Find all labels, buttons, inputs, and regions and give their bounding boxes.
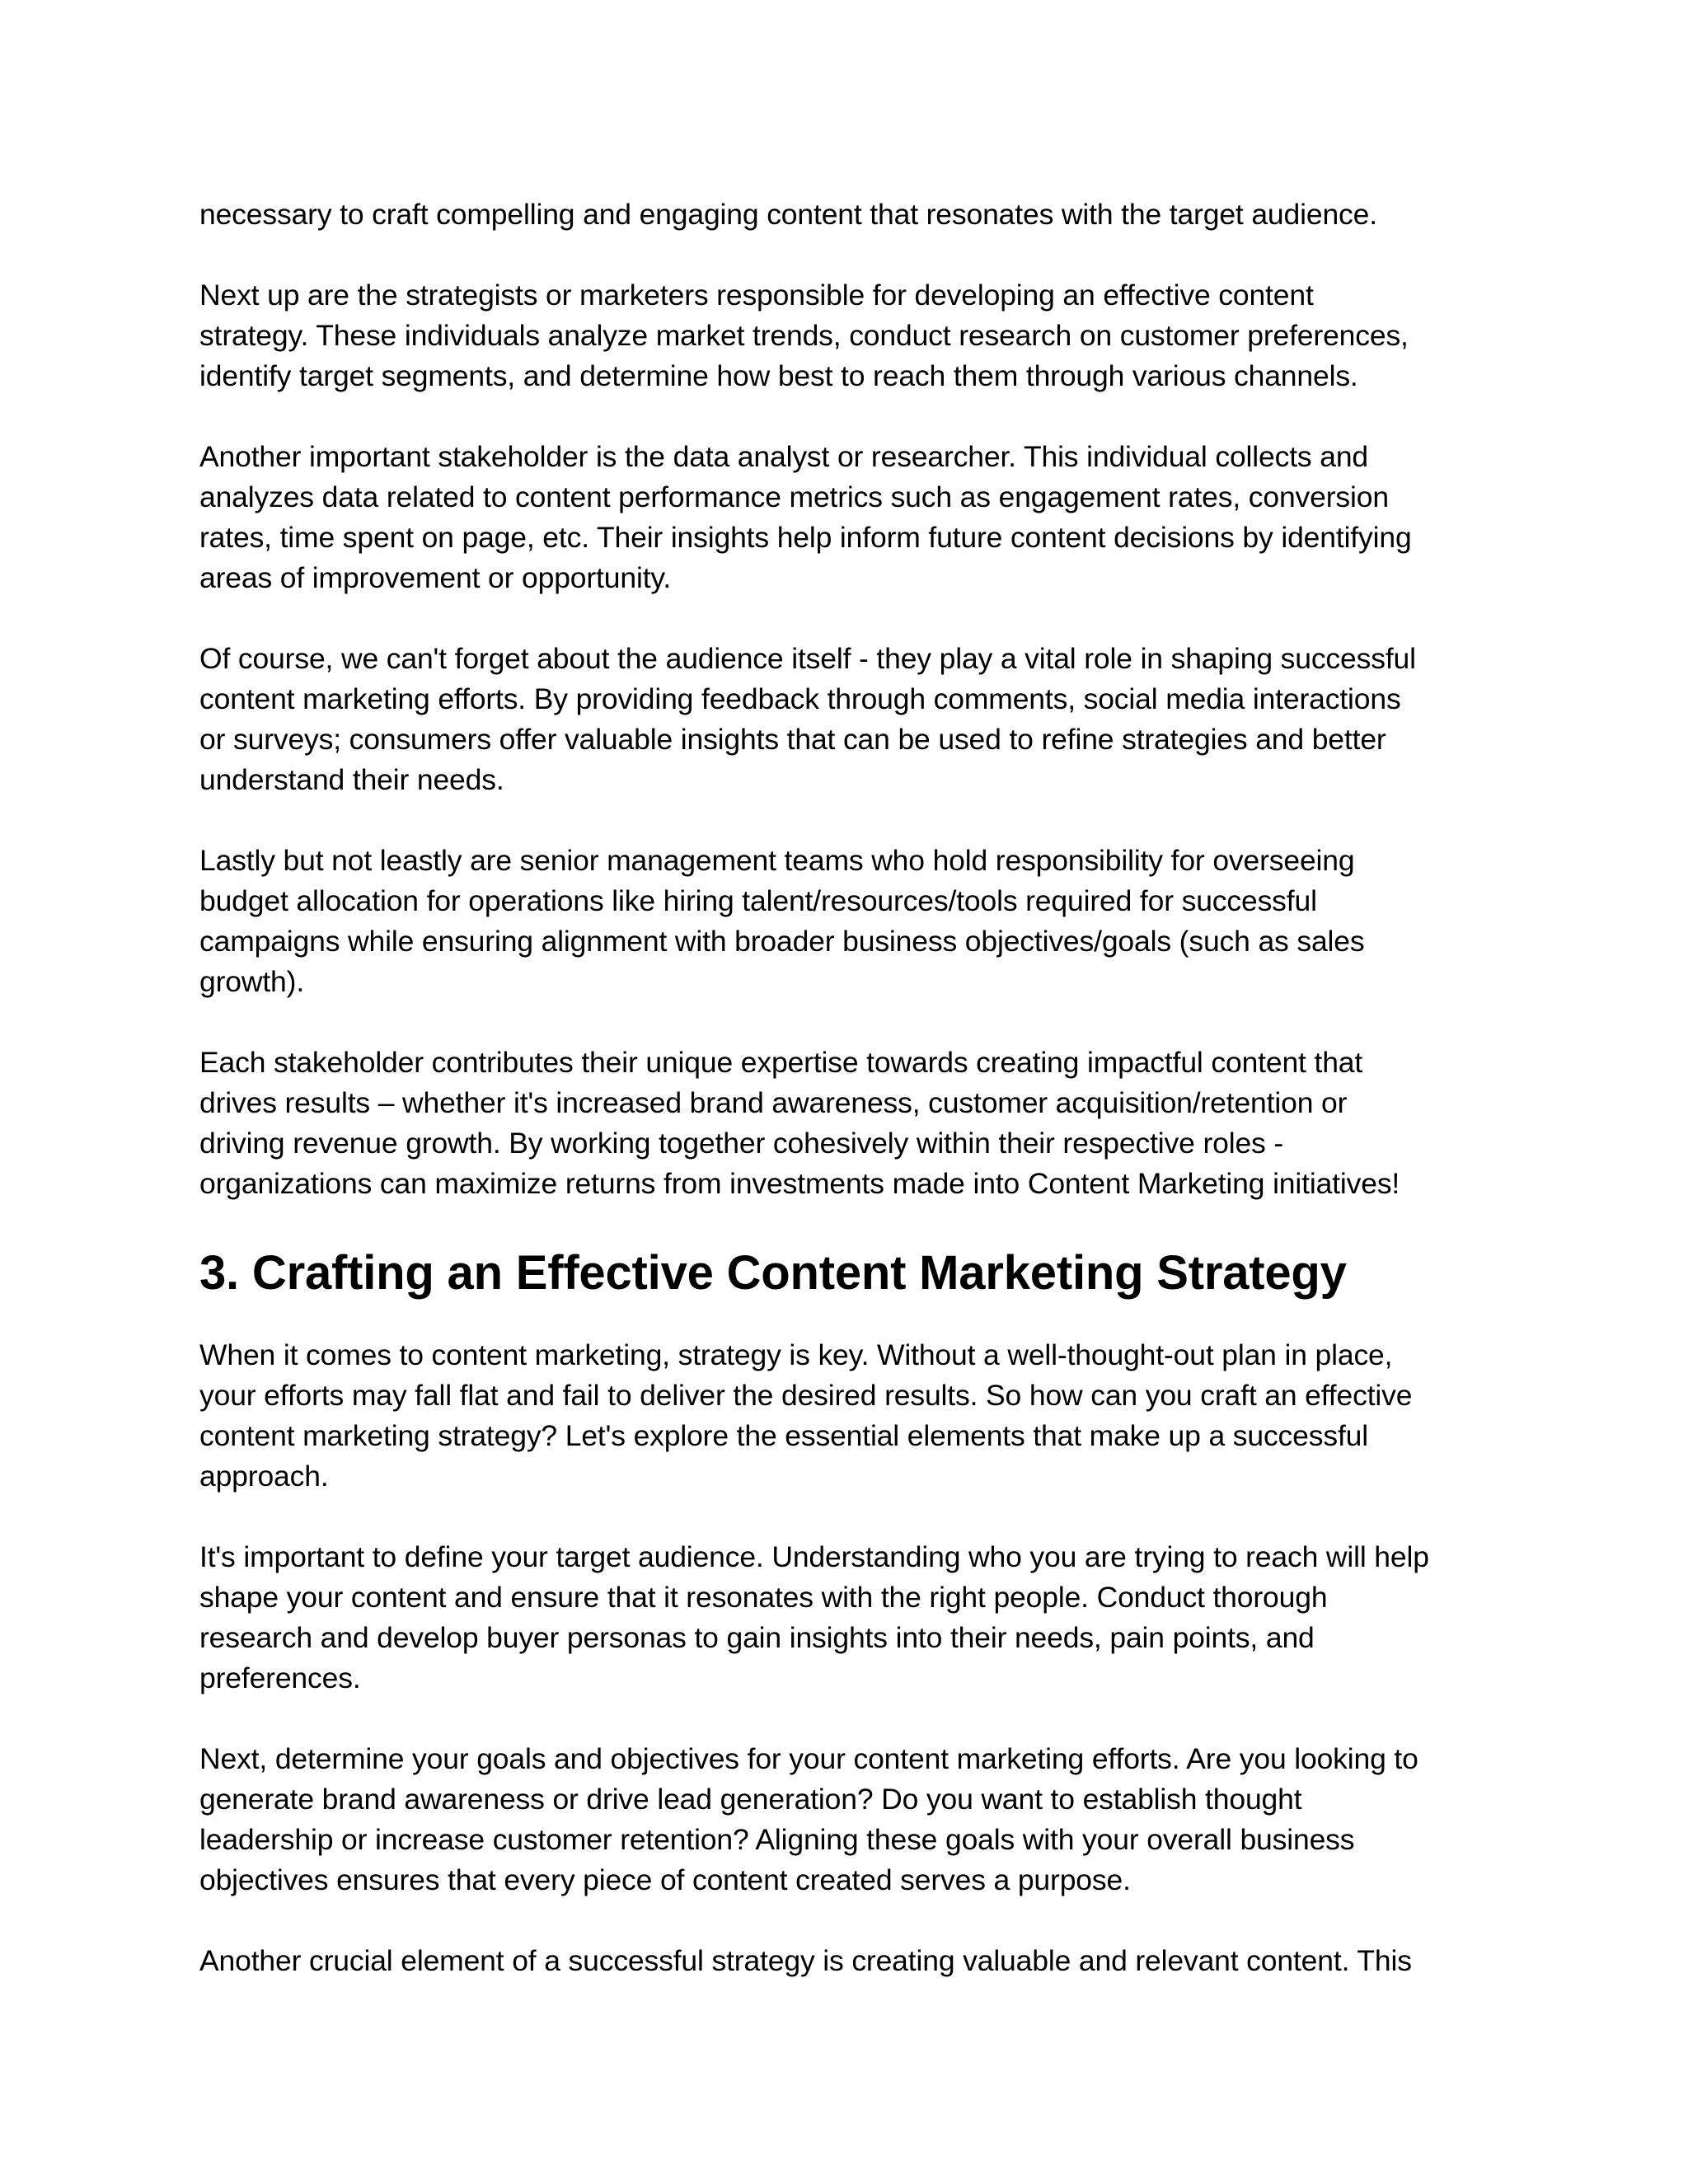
paragraph-target-audience: It's important to define your target audience. Understanding who you are trying to reach will help shape your content and ensure that it resonates with the right people. Conduct thorough research and develop buyer personas to gain insights into their needs, pain points, and preferences. (199, 1540, 1429, 1694)
paragraph-strategists: Next up are the strategists or marketers responsible for developing an effective content strategy. These individuals analyze market trends, conduct research on customer preferences, identify target segments, and determine how best to reach them through various channels. (199, 279, 1409, 392)
paragraph-stakeholder-summary: Each stakeholder contributes their unique expertise towards creating impactful content that drives results – whether it's increased brand awareness, customer acquisition/retention or driving revenue growth. By working together cohesively within their respective roles - organizations can maximize returns from investments made into Content Marketing initiatives! (199, 1046, 1400, 1200)
paragraph-audience: Of course, we can't forget about the audience itself - they play a vital role in shaping successful content marketing efforts. By providing feedback through comments, social media interactions or surveys; consumers offer valuable insights that can be used to refine strategies and better understand their needs. (199, 642, 1416, 796)
paragraph-audience-continuation: necessary to craft compelling and engaging content that resonates with the target audience. (199, 198, 1377, 231)
paragraph-data-analyst: Another important stakeholder is the data analyst or researcher. This individual collects and analyzes data related to content performance metrics such as engagement rates, conversion rates, time spent on page, etc. Their insights help inform future content decisions by identifying areas of improvement or opportunity. (199, 440, 1412, 594)
paragraph-strategy-intro: When it comes to content marketing, strategy is key. Without a well-thought-out plan in place, your efforts may fall flat and fail to deliver the desired results. So how can you craft an effective content marketing strategy? Let's explore the essential elements that make up a successful approach. (199, 1338, 1413, 1493)
document-body (199, 194, 1502, 2022)
paragraph-valuable-content: Another crucial element of a successful strategy is creating valuable and relevant content. This (199, 1944, 1412, 1977)
paragraph-goals: Next, determine your goals and objectives for your content marketing efforts. Are you looking to generate brand awareness or drive lead generation? Do you want to establish thought leadership or increase customer retention? Aligning these goals with your overall business objectives ensures that every piece of content created serves a purpose. (199, 1742, 1418, 1896)
paragraph-senior-management: Lastly but not leastly are senior management teams who hold responsibility for overseeing budget allocation for operations like hiring talent/resources/tools required for successful campaigns while ensuring alignment with broader business objectives/goals (such as sales growth). (199, 844, 1365, 998)
section-heading: 3. Crafting an Effective Content Marketing Strategy (199, 1246, 1347, 1300)
